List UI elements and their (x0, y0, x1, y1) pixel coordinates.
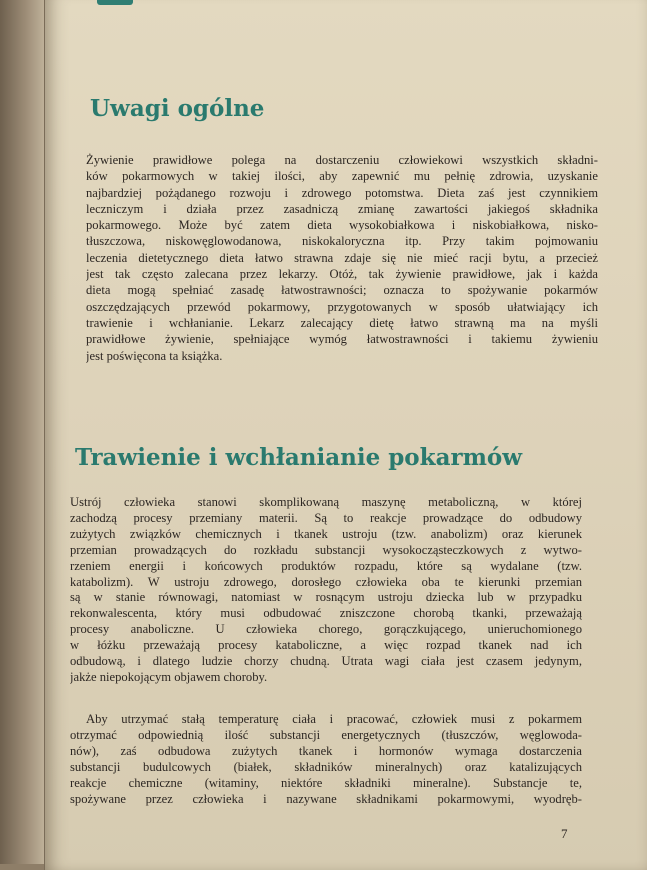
text-line: odbudową, i dlatego ludzie chorzy chudną. Utrata wagi ciała jest czasem jedynym, (70, 654, 582, 669)
previous-heading-remnant (97, 0, 133, 5)
text-line: jest tak często zalecana przez lekarzy. Otóż, tak żywienie prawidłowe, jak i każda (86, 267, 598, 282)
text-line: zachodzą procesy przemiany materii. Są to reakcje prowadzące do odbudowy (70, 510, 582, 525)
text-line: leczniczym i działa przez zasadniczą zmianę zawartości jakiegoś składnika (86, 201, 598, 216)
text-line: Żywienie prawidłowe polega na dostarczeniu człowiekowi wszystkich składni- (86, 153, 598, 167)
text-line: najbardziej pożądanego rozwoju i zdrowego potomstwa. Dieta zaś jest czynnikiem (86, 185, 598, 200)
text-line: rekonwalescenta, który musi odbudować zniszczone chorobą tkanki, przeważają (70, 606, 582, 621)
text-line: katabolizm). W ustroju zdrowego, dorosłego człowieka oba te kierunki przemian (70, 574, 582, 589)
text-line: zużytych związków chemicznych i tkanek ustroju (tzw. anabolizm) oraz kierunek (70, 526, 582, 541)
paragraph-uwagi-ogolne (86, 152, 598, 364)
text-line: Aby utrzymać stałą temperaturę ciała i pracować, człowiek musi z pokarmem (86, 712, 582, 726)
page-number: 7 (561, 826, 568, 841)
paragraph-nutrients (70, 712, 582, 807)
text-line: tłuszczowa, niskowęglowodanowa, niskokaloryczna itp. Przy takim pojmowaniu (86, 234, 598, 249)
text-line: trawienie i wchłanianie. Lekarz zalecający dietę łatwo strawną ma na myśli (86, 315, 598, 330)
text-line: są w stanie równowagi, natomiast w rosnącym ustroju dziecka lub w przypadku (70, 590, 582, 605)
text-line: pokarmowego. Może być zatem dieta wysokobiałkowa i niskobiałkowa, nisko- (86, 218, 598, 233)
text-line: dieta mogą spełniać zasadę łatwostrawności; oznacza to spożywanie pokarmów (86, 283, 598, 298)
section-title-uwagi-ogolne: Uwagi ogólne (90, 95, 265, 122)
text-line: prawidłowe żywienie, spełniające wymóg łatwostrawności i takiemu żywieniu (86, 332, 598, 347)
text-line: otrzymać odpowiednią ilość substancji energetycznych (tłuszczów, węglowoda- (70, 727, 582, 742)
text-line: procesy anaboliczne. U człowieka chorego, gorączkującego, unieruchomionego (70, 622, 582, 637)
text-line: jest poświęcona ta książka. (86, 348, 223, 363)
text-line: rzeniem energii i końcowych produktów rozpadu, które są wydalane (tzw. (70, 558, 582, 573)
text-line: leczenia dietetycznego dieta łatwo strawna zdaje się nie mieć racji bytu, a przecież (86, 250, 598, 265)
text-line: oszczędzających przewód pokarmowy, przygotowanych w sposób ułatwiający ich (86, 299, 598, 314)
text-line: w łóżku przeważają procesy kataboliczne, a więc rozpad tkanek nad ich (70, 638, 582, 653)
text-line: nów), zaś odbudowa zużytych tkanek i hormonów wymaga dostarczenia (70, 743, 582, 758)
section-title-trawienie: Trawienie i wchłanianie pokarmów (75, 444, 523, 471)
text-line: spożywane przez człowieka i nazywane składnikami pokarmowymi, wyodręb- (70, 791, 582, 806)
text-line: Ustrój człowieka stanowi skomplikowaną maszynę metaboliczną, w której (70, 495, 582, 509)
text-line: ków pokarmowych w takiej ilości, aby zapewnić mu pełnię zdrowia, uzyskanie (86, 169, 598, 184)
text-line: przemian prowadzących do rozkładu substancji wysokocząsteczkowych z wytwo- (70, 542, 582, 557)
text-line: jakże niepokojącym objawem choroby. (70, 669, 268, 684)
paragraph-metabolism (70, 495, 582, 686)
text-line: substancji budulcowych (białek, składników mineralnych) oraz katalizujących (70, 759, 582, 774)
book-spine-shadow (0, 0, 46, 864)
text-line: reakcje chemiczne (witaminy, niektóre składniki mineralne). Substancje te, (70, 775, 582, 790)
